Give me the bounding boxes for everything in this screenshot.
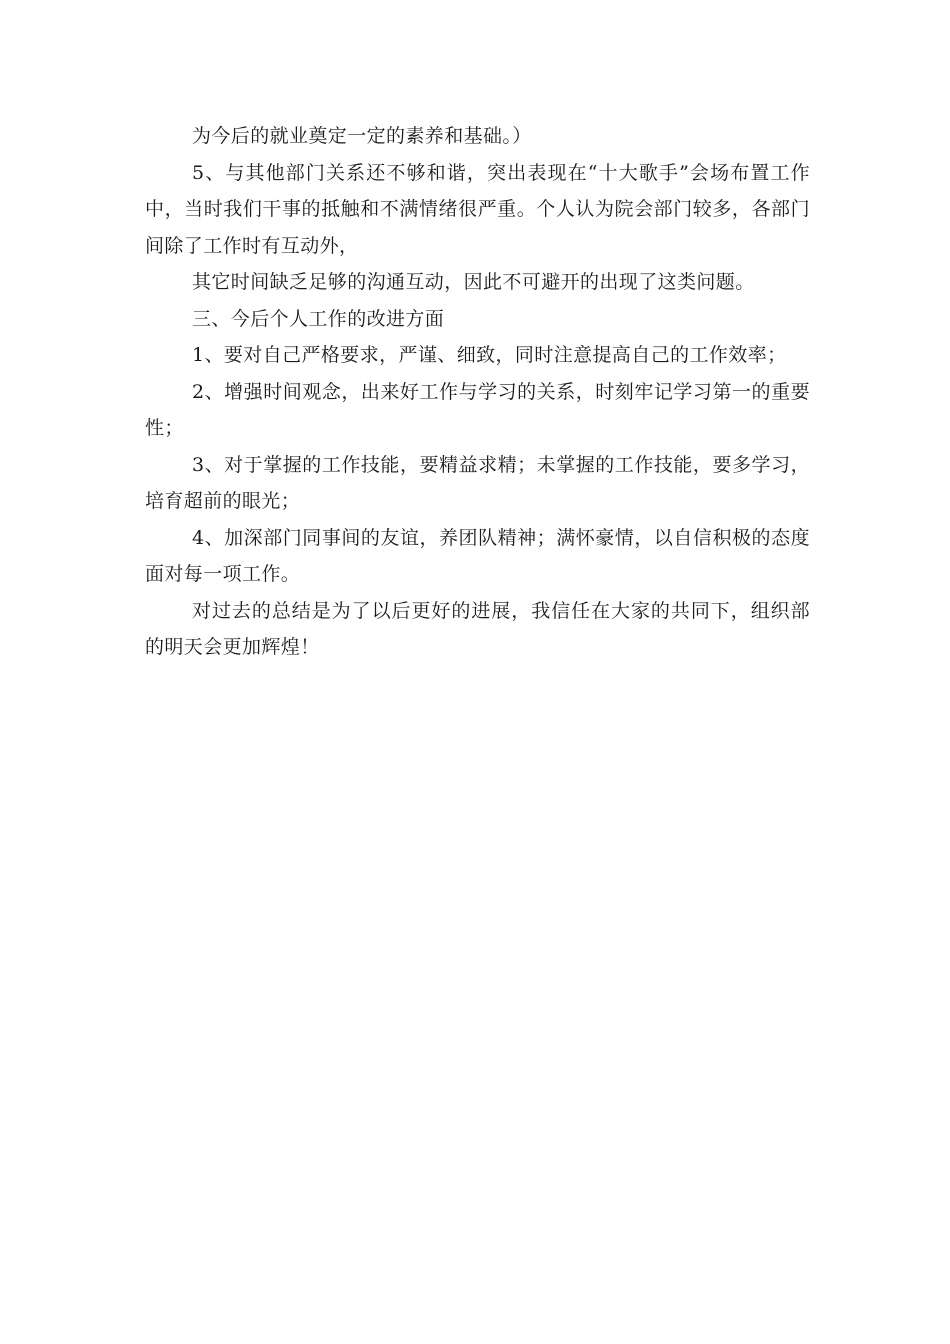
paragraph-item-5-department-relations: 5、与其他部门关系还不够和谐，突出表现在“十大歌手”会场布置工作中，当时我们干事的抵触和不满情绪很严重。个人认为院会部门较多，各部门间除了工作时有互动外， <box>145 161 810 257</box>
paragraph-item-4-team-spirit: 4、加深部门同事间的友谊，养团队精神；满怀豪情，以自信积极的态度面对每一项工作。 <box>145 526 810 585</box>
paragraph-item-2-time-management: 2、增强时间观念，出来好工作与学习的关系，时刻牢记学习第一的重要性； <box>145 380 810 439</box>
paragraph-employment-foundation: 为今后的就业奠定一定的素养和基础。） <box>192 125 532 147</box>
document-body <box>145 118 810 666</box>
paragraph-item-3-work-skills: 3、对于掌握的工作技能，要精益求精；未掌握的工作技能，要多学习，培育超前的眼光； <box>145 453 810 512</box>
section-heading-improvements: 三、今后个人工作的改进方面 <box>192 307 445 330</box>
paragraph-item-1-strict-requirements: 1、要对自己严格要求，严谨、细致，同时注意提高自己的工作效率； <box>192 344 787 366</box>
paragraph-communication-issue: 其它时间缺乏足够的沟通互动，因此不可避开的出现了这类问题。 <box>192 271 755 293</box>
paragraph-conclusion: 对过去的总结是为了以后更好的进展，我信任在大家的共同下，组织部的明天会更加辉煌！ <box>145 599 810 658</box>
